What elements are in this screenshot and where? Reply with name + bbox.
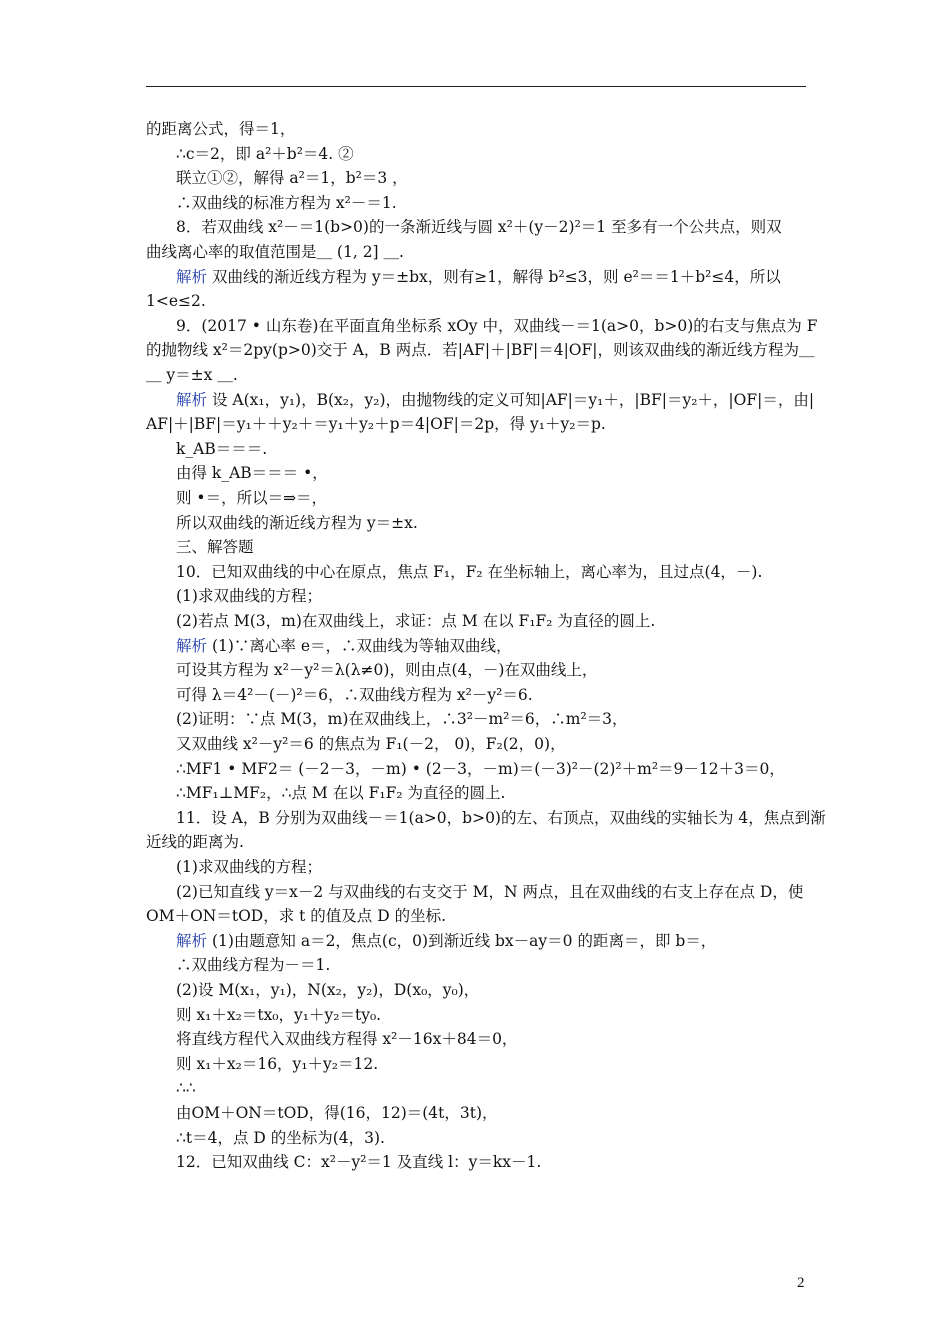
line-text: 10．已知双曲线的中心在原点，焦点 F₁，F₂ 在坐标轴上，离心率为，且过点(4，－). (176, 562, 763, 581)
text-line (176, 1003, 381, 1027)
line-text: ∴MF1 • MF2＝ (－2－3，－m) • (2－3，－m)＝(－3)²－(2)²＋m²＝9－12＋3＝0， (176, 759, 785, 778)
text-line (176, 511, 418, 535)
page-number: 2 (797, 1275, 805, 1291)
line-text: AF|＋|BF|＝y₁＋＋y₂＋＝y₁＋y₂＋p＝4|OF|＝2p，得 y₁＋y₂＝p. (146, 415, 606, 434)
line-text: 则 x₁＋x₂＝16，y₁＋y₂＝12. (176, 1054, 379, 1073)
text-line (146, 338, 814, 362)
line-text: 由得 k_AB＝＝＝ •， (176, 464, 328, 483)
text-line (176, 215, 782, 239)
line-text: ＿ y＝±x ＿. (146, 366, 238, 384)
line-text: (1)由题意知 a＝2，焦点(c，0)到渐近线 bx－ay＝0 的距离＝，即 b＝， (207, 931, 717, 950)
text-line (176, 781, 505, 805)
analysis-label: 解析 (176, 636, 208, 655)
analysis-label: 解析 (176, 931, 208, 950)
line-text: 将直线方程代入双曲线方程得 x²－16x＋84＝0， (176, 1030, 518, 1049)
analysis-label: 解析 (176, 267, 208, 286)
text-line (176, 929, 716, 953)
line-text: k_AB＝＝＝. (176, 439, 268, 458)
line-text: (2)证明：∵点 M(3，m)在双曲线上，∴3²－m²＝6，∴m²＝3， (176, 710, 628, 729)
text-line (176, 1150, 541, 1174)
text-line (176, 584, 322, 608)
line-text: (2)已知直线 y＝x－2 与双曲线的右支交于 M，N 两点，且在双曲线的右支上存在点 D，使 (176, 882, 804, 901)
line-text: 1<e≤2. (146, 292, 206, 311)
analysis-label: 解析 (176, 390, 208, 409)
line-text: 由OM＋ON＝tOD，得(16，12)＝(4t，3t)， (176, 1104, 498, 1122)
line-text: ∴双曲线的标准方程为 x²－＝1. (176, 193, 397, 212)
line-text: ∴c＝2，即 a²＋b²＝4. ② (176, 144, 354, 163)
line-text: OM＋ON＝tOD，求 t 的值及点 D 的坐标. (146, 907, 447, 926)
line-text: 近线的距离为. (146, 833, 244, 852)
text-line (176, 1126, 385, 1150)
line-text: ∴∴ (176, 1079, 196, 1098)
line-text: ∴t＝4，点 D 的坐标为(4，3). (176, 1128, 385, 1147)
line-text: ∴MF₁⊥MF₂，∴点 M 在以 F₁F₂ 为直径的圆上. (176, 784, 506, 803)
line-text: 8．若双曲线 x²－＝1(b>0)的一条渐近线与圆 x²＋(y－2)²＝1 至多有一个公共点，则双 (176, 218, 782, 237)
line-text: (1)求双曲线的方程； (176, 858, 322, 876)
line-text: (2)若点 M(3，m)在双曲线上，求证：点 M 在以 F₁F₂ 为直径的圆上. (176, 612, 656, 630)
text-line (176, 486, 327, 510)
text-line (176, 855, 322, 879)
text-line (176, 560, 762, 584)
text-line (176, 953, 330, 977)
line-text: 9．(2017 • 山东卷)在平面直角坐标系 xOy 中，双曲线－＝1(a>0，b>0)的右支与焦点为 F (176, 316, 818, 335)
text-line (146, 363, 238, 387)
line-text: 曲线离心率的取值范围是＿ (1, 2] ＿. (146, 243, 404, 261)
text-line (176, 732, 566, 756)
text-line (176, 437, 267, 461)
text-line (176, 757, 785, 781)
text-line (146, 240, 404, 264)
header-rule (146, 86, 806, 87)
text-line (176, 1027, 517, 1051)
text-line (176, 191, 397, 215)
text-line (176, 166, 408, 190)
text-line (146, 117, 295, 141)
text-line (176, 314, 817, 338)
text-line (176, 1052, 378, 1076)
text-line (146, 830, 244, 854)
line-text: 的距离公式，得＝1， (146, 120, 296, 138)
text-line (146, 289, 206, 313)
text-line (176, 265, 781, 289)
text-line (176, 388, 814, 412)
text-line (176, 1101, 498, 1125)
text-line (176, 142, 354, 166)
line-text: (1)∵离心率 e＝，∴双曲线为等轴双曲线， (207, 636, 512, 655)
text-line (146, 904, 446, 928)
line-text: 的抛物线 x²＝2py(p>0)交于 A，B 两点．若|AF|＋|BF|＝4|OF|，则该双曲线的渐近线方程为＿ (146, 341, 815, 360)
text-line (176, 634, 512, 658)
text-line (176, 707, 628, 731)
line-text: 双曲线的渐近线方程为 y＝±bx，则有≥1，解得 b²≤3，则 e²＝＝1＋b²≤4，所以 (207, 267, 781, 286)
line-text: 三、解答题 (176, 538, 254, 557)
line-text: 11．设 A，B 分别为双曲线－＝1(a>0，b>0)的左、右顶点，双曲线的实轴长为 4，焦点到渐 (176, 808, 826, 827)
line-text: 12．已知双曲线 C：x²－y²＝1 及直线 l：y＝kx－1. (176, 1153, 542, 1172)
line-text: 又双曲线 x²－y²＝6 的焦点为 F₁(－2， 0)，F₂(2，0)， (176, 735, 566, 753)
line-text: (2)设 M(x₁，y₁)，N(x₂，y₂)，D(x₀，y₀)， (176, 981, 480, 999)
line-text: 则 •＝，所以＝⇒＝， (176, 489, 328, 507)
line-text: 联立①②，解得 a²＝1，b²＝3 ， (176, 169, 408, 188)
text-line (146, 412, 606, 436)
line-text: 可得 λ＝4²－(－)²＝6，∴双曲线方程为 x²－y²＝6. (176, 685, 533, 704)
text-line (176, 658, 597, 682)
text-line (176, 806, 826, 830)
line-text: 可设其方程为 x²－y²＝λ(λ≠0)，则由点(4，－)在双曲线上， (176, 661, 598, 680)
line-text: 设 A(x₁，y₁)，B(x₂，y₂)，由抛物线的定义可知|AF|＝y₁＋，|BF|＝y₂＋，|OF|＝，由| (207, 390, 815, 409)
text-line (176, 535, 254, 559)
text-line (176, 978, 479, 1002)
text-line (176, 880, 803, 904)
text-line (176, 683, 533, 707)
text-line (176, 609, 655, 633)
line-text: (1)求双曲线的方程； (176, 587, 322, 606)
text-line (176, 1076, 196, 1100)
text-line (176, 461, 328, 485)
line-text: 则 x₁＋x₂＝tx₀，y₁＋y₂＝ty₀. (176, 1005, 382, 1024)
line-text: ∴双曲线方程为－＝1. (176, 956, 331, 975)
line-text: 所以双曲线的渐近线方程为 y＝±x. (176, 513, 418, 532)
